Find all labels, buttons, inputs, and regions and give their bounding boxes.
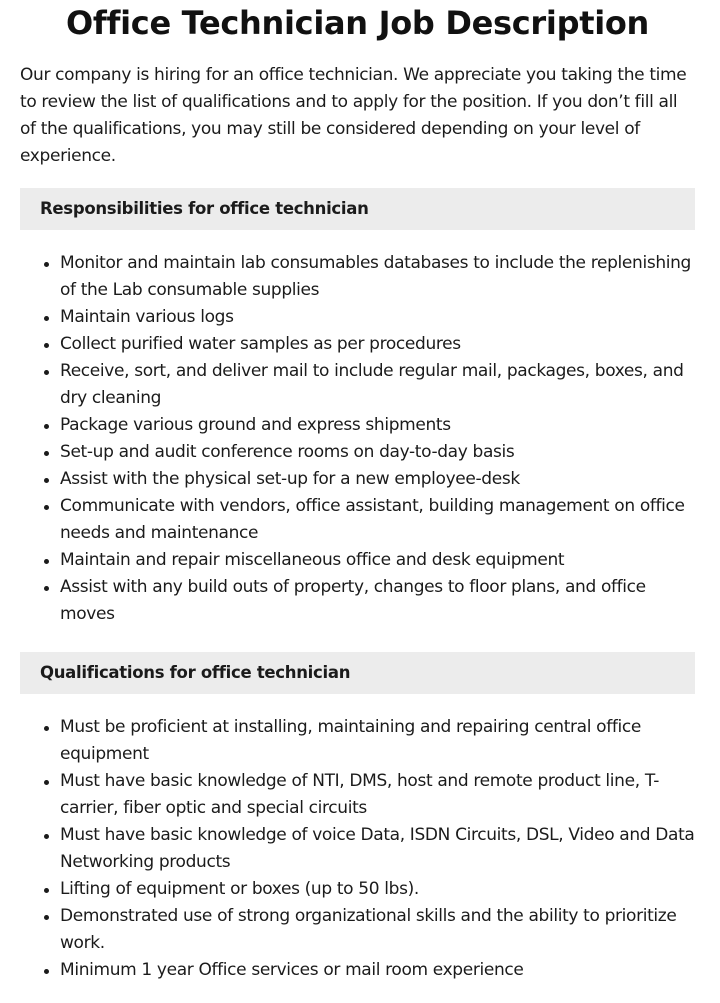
list-item: Collect purified water samples as per procedures: [60, 331, 695, 358]
responsibilities-list: [20, 250, 695, 628]
list-item: Communicate with vendors, office assistant, building management on office needs and maintenance: [60, 493, 695, 547]
list-item: Must have basic knowledge of voice Data, ISDN Circuits, DSL, Video and Data Networking products: [60, 822, 695, 876]
list-item: Package various ground and express shipments: [60, 412, 695, 439]
responsibilities-heading: Responsibilities for office technician: [20, 188, 695, 230]
list-item: Receive, sort, and deliver mail to include regular mail, packages, boxes, and dry cleaning: [60, 358, 695, 412]
intro-paragraph: Our company is hiring for an office technician. We appreciate you taking the time to review the list of qualifications and to apply for the position. If you don’t fill all of the qualifications, you may still be considered depending on your level of experience.: [20, 65, 687, 166]
list-item: Monitor and maintain lab consumables databases to include the replenishing of the Lab consumable supplies: [60, 250, 695, 304]
list-item: Maintain various logs: [60, 304, 695, 331]
list-item: Demonstrated use of strong organizational skills and the ability to prioritize work.: [60, 903, 695, 957]
list-item: Minimum 1 year Office services or mail room experience: [60, 957, 695, 984]
list-item: Lifting of equipment or boxes (up to 50 lbs).: [60, 876, 695, 903]
qualifications-list: [20, 714, 695, 984]
list-item: Must have basic knowledge of NTI, DMS, host and remote product line, T-carrier, fiber optic and special circuits: [60, 768, 695, 822]
list-item: Maintain and repair miscellaneous office and desk equipment: [60, 547, 695, 574]
list-item: Assist with the physical set-up for a new employee-desk: [60, 466, 695, 493]
qualifications-heading: Qualifications for office technician: [20, 652, 695, 694]
page-title: Office Technician Job Description: [65, 4, 650, 42]
list-item: Set-up and audit conference rooms on day-to-day basis: [60, 439, 695, 466]
list-item: Must be proficient at installing, maintaining and repairing central office equipment: [60, 714, 695, 768]
list-item: Assist with any build outs of property, changes to floor plans, and office moves: [60, 574, 695, 628]
